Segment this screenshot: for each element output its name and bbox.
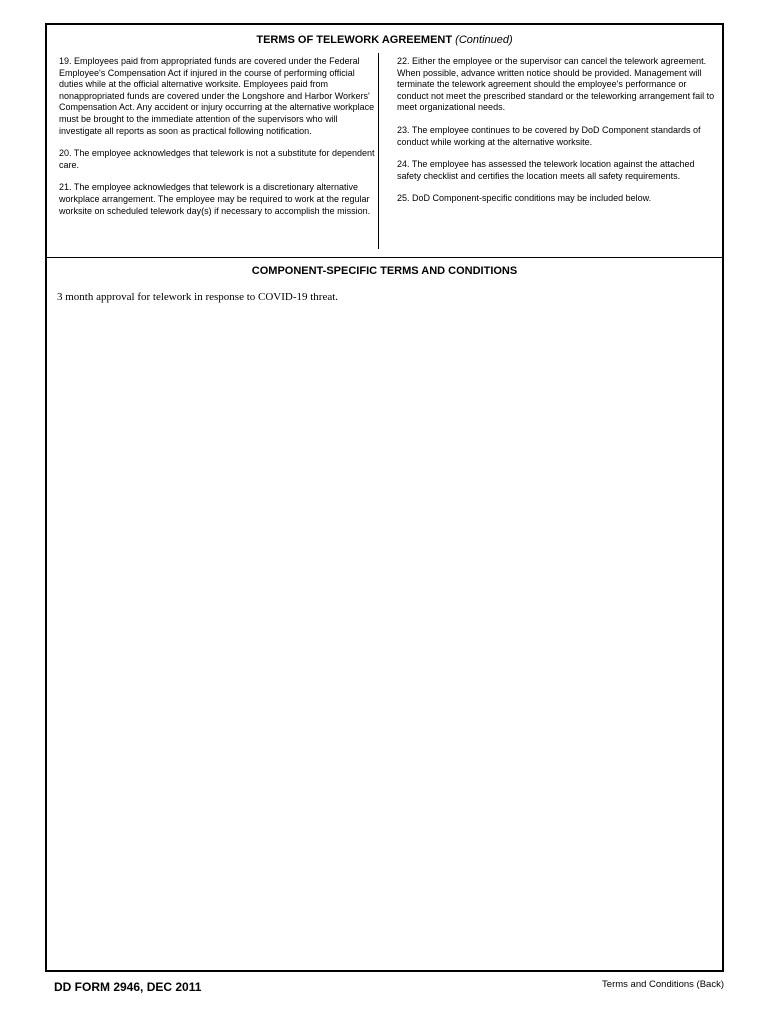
term-22: 22. Either the employee or the supervisor can cancel the telework agreement. When possible, advance written notice should be provided. Management will terminate the telework agreement should the employee's performance or conduct not meet the prescribed standard or the teleworking arrangement fail to meet organizational needs. [397, 56, 715, 113]
term-21: 21. The employee acknowledges that telework is a discretionary alternative workplace arrangement. The employee may be required to work at the regular worksite on scheduled telework day(s) if necessary to accomplish the mission. [59, 182, 371, 216]
terms-left-column [59, 56, 377, 228]
form-identifier: DD FORM 2946, DEC 2011 [54, 980, 202, 994]
form-frame [45, 23, 724, 972]
component-conditions-field[interactable]: 3 month approval for telework in response to COVID-19 threat. [57, 291, 339, 303]
page-label: Terms and Conditions (Back) [602, 979, 724, 990]
terms-title: TERMS OF TELEWORK AGREEMENT (Continued) [256, 34, 513, 46]
terms-right-column [397, 56, 719, 216]
term-20: 20. The employee acknowledges that telework is not a substitute for dependent care. [59, 148, 375, 170]
continued-label: (Continued) [455, 34, 513, 46]
term-19: 19. Employees paid from appropriated funds are covered under the Federal Employee's Compensation Act if injured in the course of performing official duties while at the official alternative worksite. Employees paid from nonappropriated funds are covered under the Longshore and Harbor Workers' Compensation Act. Any accident or injury occurring at the alternative workplace must be brought to the immediate attention of the supervisors who will investigate all reports as soon as practical following notification. [59, 56, 375, 136]
section-divider [47, 257, 722, 258]
term-25: 25. DoD Component-specific conditions may be included below. [397, 193, 652, 204]
term-23: 23. The employee continues to be covered by DoD Component standards of conduct while working at the alternative worksite. [397, 124, 701, 147]
term-24: 24. The employee has assessed the telework location against the attached safety checklist and certifies the location meets all safety requirements. [397, 159, 695, 181]
column-divider [378, 53, 379, 249]
component-title: COMPONENT-SPECIFIC TERMS AND CONDITIONS [251, 265, 518, 277]
